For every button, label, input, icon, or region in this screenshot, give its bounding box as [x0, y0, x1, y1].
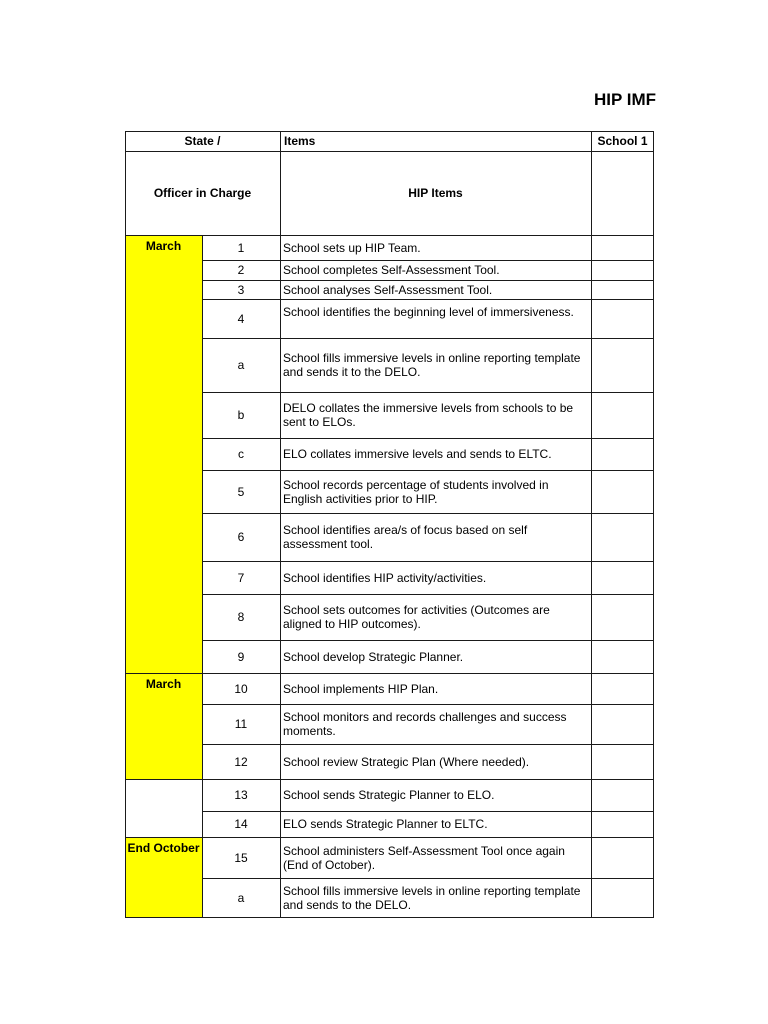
- row-number: 2: [237, 263, 245, 277]
- row-number: 9: [237, 650, 245, 664]
- row-number: c: [238, 447, 244, 461]
- grid-line: [125, 837, 654, 838]
- grid-line: [202, 513, 654, 514]
- row-number: 14: [234, 817, 248, 831]
- header-hip-items: HIP Items: [408, 186, 463, 200]
- row-number: 8: [237, 610, 245, 624]
- row-item-text: ELO sends Strategic Planner to ELTC.: [283, 817, 488, 831]
- row-item-text: ELO collates immersive levels and sends to ELTC.: [283, 447, 552, 461]
- grid-line: [202, 338, 654, 339]
- row-item-text: School records percentage of students involved in English activities prior to HIP.: [283, 478, 549, 506]
- grid-line: [591, 131, 592, 918]
- grid-line: [280, 131, 281, 918]
- row-item-text: School administers Self-Assessment Tool once again (End of October).: [283, 844, 565, 872]
- row-item-text: School sets outcomes for activities (Outcomes are aligned to HIP outcomes).: [283, 603, 550, 631]
- section-label: March: [145, 677, 182, 691]
- row-item-text: School identifies the beginning level of immersiveness.: [283, 305, 574, 319]
- row-item-text: School analyses Self-Assessment Tool.: [283, 283, 493, 297]
- row-item-text: DELO collates the immersive levels from schools to be sent to ELOs.: [283, 401, 574, 429]
- section-label: March: [145, 239, 182, 253]
- row-item-text: School review Strategic Plan (Where needed).: [283, 755, 530, 769]
- row-number: 6: [237, 530, 245, 544]
- grid-line: [202, 811, 654, 812]
- grid-line: [125, 673, 654, 674]
- grid-line: [202, 438, 654, 439]
- spreadsheet-table: [125, 131, 654, 918]
- page-title: HIP IMF: [594, 90, 657, 109]
- grid-line: [202, 561, 654, 562]
- grid-line: [202, 470, 654, 471]
- row-number: 13: [234, 788, 248, 802]
- row-number: 10: [234, 682, 248, 696]
- section-fill: [125, 779, 202, 837]
- grid-line: [202, 392, 654, 393]
- grid-line: [202, 260, 654, 261]
- row-number: 4: [237, 312, 245, 326]
- header-items: Items: [284, 134, 316, 148]
- row-number: b: [237, 408, 245, 422]
- row-item-text: School implements HIP Plan.: [283, 682, 439, 696]
- row-number: 15: [234, 851, 248, 865]
- header-state: State /: [184, 134, 221, 148]
- row-item-text: School monitors and records challenges and success moments.: [283, 710, 567, 738]
- grid-line: [202, 280, 654, 281]
- grid-line: [202, 878, 654, 879]
- grid-line: [125, 779, 654, 780]
- row-number: 7: [237, 571, 245, 585]
- row-item-text: School fills immersive levels in online reporting template and sends to the DELO.: [283, 884, 581, 912]
- section-fill: [125, 235, 202, 673]
- row-item-text: School fills immersive levels in online reporting template and sends it to the DELO.: [283, 351, 581, 379]
- row-number: 11: [234, 717, 248, 731]
- row-item-text: School identifies area/s of focus based on self assessment tool.: [283, 523, 528, 551]
- grid-line: [202, 704, 654, 705]
- grid-line: [653, 131, 654, 918]
- grid-line: [125, 151, 654, 152]
- header-officer: Officer in Charge: [153, 186, 252, 200]
- header-school: School 1: [597, 134, 648, 148]
- grid-line: [125, 917, 654, 918]
- grid-line: [125, 131, 654, 132]
- row-number: 3: [237, 283, 245, 297]
- row-number: 12: [234, 755, 248, 769]
- row-number: a: [237, 891, 245, 905]
- section-label: End October: [127, 841, 200, 855]
- grid-line: [125, 235, 654, 236]
- row-item-text: School identifies HIP activity/activities.: [283, 571, 487, 585]
- row-item-text: School develop Strategic Planner.: [283, 650, 464, 664]
- grid-line: [202, 744, 654, 745]
- row-number: a: [237, 358, 245, 372]
- grid-line: [202, 594, 654, 595]
- row-number: 5: [237, 485, 245, 499]
- grid-line: [202, 299, 654, 300]
- row-number: 1: [237, 241, 245, 255]
- row-item-text: School sets up HIP Team.: [283, 241, 421, 255]
- row-item-text: School completes Self-Assessment Tool.: [283, 263, 500, 277]
- grid-line: [202, 640, 654, 641]
- row-item-text: School sends Strategic Planner to ELO.: [283, 788, 495, 802]
